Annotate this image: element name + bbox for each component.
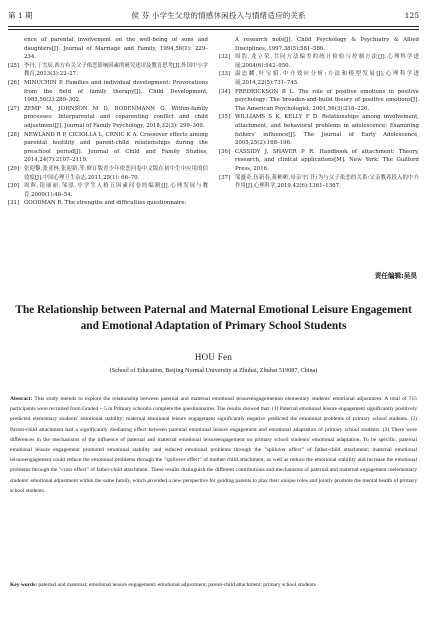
reference-entry	[219, 113, 419, 147]
responsible-editor: 责任编辑:吴昊	[374, 272, 417, 280]
reference-number: [28]	[8, 131, 20, 138]
keywords	[10, 580, 417, 590]
article-title: The Relationship between Paternal and Maternal Emotional Leisure Engagement and Emotional Adaptation of Primary School Students	[15, 304, 412, 332]
reference-number: [29]	[8, 165, 20, 172]
reference-column-left	[8, 36, 208, 268]
keywords-text: paternal and maternal; emotional leisure engagement; emotional adjustment; parent-child attachment; primary school students	[38, 582, 316, 588]
reference-entry	[8, 165, 208, 182]
reference-text: ZEMP M, JOHNSON M D, BODENMANN G. Within-family processes: Interparental and coparenting conflict and child adjustment[J]. Journal of Family Psychology, 2018,32(3): 299–309.	[24, 105, 208, 129]
reference-text: GOODMAN R. The strengths and difficulties questionnaire:	[24, 200, 187, 207]
issue-label: 第 1 期	[8, 10, 33, 20]
reference-number: [37]	[219, 174, 231, 181]
reference-entry	[8, 79, 208, 105]
reference-entry	[8, 36, 208, 62]
reference-text: A research note[J]. Child Psychology & Psychiatry & Allied Disciplines, 1997,38(5):581–586.	[235, 37, 419, 52]
reference-number: [25]	[8, 62, 20, 69]
reference-number: [31]	[8, 200, 20, 207]
reference-number: [27]	[8, 105, 20, 112]
header-rule-thick	[8, 26, 419, 27]
reference-entry	[8, 105, 208, 131]
reference-entry	[8, 62, 208, 79]
reference-number: [34]	[219, 88, 231, 95]
reference-text: 周浩,龙立荣.共同方法偏差的统计检验与控制方法[J].心理科学进展,2004(6):942–950.	[235, 54, 419, 69]
reference-number: [36]	[219, 148, 231, 155]
abstract	[10, 394, 417, 496]
reference-entry	[219, 174, 419, 191]
reference-entry	[219, 88, 419, 114]
author-name: HOU Fen	[194, 352, 233, 362]
reference-number: [33]	[219, 71, 231, 78]
reference-text: ence of parental involvement on the well-being of sons and daughters[J]. Journal of Marriage and Family, 1994,56(1): 229–234.	[24, 37, 208, 61]
reference-text: 周晖,钮丽丽,邹泓.中学生人格五因素问卷的编制[J].心理发展与教育,2000(1):48–54.	[24, 183, 208, 198]
running-title: 侯 芬 小学生父母的情感休闲投入与情绪适应的关系	[131, 10, 306, 20]
reference-column-right	[219, 36, 419, 268]
reference-entry	[219, 36, 419, 53]
reference-number: [35]	[219, 114, 231, 121]
reference-entry	[8, 131, 208, 165]
reference-number: [32]	[219, 54, 231, 61]
reference-text: NEWLAND R P, CICIOLLA L, CRNIC K A. Crossover effects among parental hostility and parent-child relationships during the preschool period[J]. Journal of Child and Family Studies, 2014,24(7):2107–2119.	[24, 131, 208, 164]
reference-text: MINUCHIN P. Families and individual development: Provocations from the field of family therapy[J]. Child Development, 1985,56(2):289–302.	[24, 79, 208, 104]
reference-text: WILLIAMS S K, KELLY F D. Relationships among involvement, attachment, and behavioral problems in adolescence: Examining fathers' influence[J]. The Journal of Early Adolescence, 2005,25(2):168–196.	[235, 114, 419, 147]
reference-text: 李丹,丁雪辰.西方有关父子依恋影响因素的研究述评及教育思考[J].外国中小学教育,2013(3):22–27.	[24, 62, 209, 78]
reference-entry	[8, 182, 208, 199]
reference-entry	[219, 70, 419, 87]
abstract-text: This study intends to explore the relationship between paternal and maternal emotional leisureengagementon elementary students' emotional adjustment. A total of 715 participants were recruited from Grade4 ~ 5 in Primary schoolto complete the questionnaires. The results showed that: (1) Paternal emotional leisure engagement significantly positively predicted elementary students' emotional stability; maternal emotional leisure engagement significantly negative predicted the emotional problems of primary school students. (2) Parent-child attachment had a significantly mediating effect between parental emotional leisure engagement and emotional adaptation of primary school students. (3) There were differences in the mechanisms of the influence of paternal and maternal emotional leisureengagement on primary school students' emotional adaptation. To be specific, paternal emotional leisure engagement promoted emotional stability and reduced emotional problems through the "spillover effect" of father-child attachment; maternal emotional leisureengagement could reduce the emotional problems through the "spillover effect" of mother-child attachment, as well as reduce the emotional stability and increase the emotional problems through the "cross effect" of father-child attachment. These results distinguish the different contributions and mechanisms of paternal and maternal engagement toelementary students' emotional adjustment within the same family, which provided a new perspective for guiding parents to play their unique roles and jointly promote the mental health of primary school students.	[10, 396, 418, 494]
reference-text: CASSIDY J, SHAVER P R. Handbook of attachment: Theory, research, and clinical applications[M]. New York: The Guilford Press, 2016.	[235, 148, 419, 172]
reference-text: 邹盛奇,伍新春,蒋彬彬,母亲守门行为与父子依恋的关系:父亲教养投入的中介作用[J].心理科学,2019,42(6):1361–1367.	[235, 174, 419, 190]
keywords-label: Key words:	[10, 582, 38, 588]
reference-entry	[219, 148, 419, 174]
running-header	[8, 8, 419, 22]
reference-list	[8, 36, 419, 268]
abstract-label: Abstract:	[10, 396, 33, 402]
reference-number: [26]	[8, 79, 20, 86]
reference-text: FREDRICKSON B L. The role of positive emotions in positive psychology: The broaden-and-build theory of positive emotions[J]. The American Psychologist, 2001,56(3):218–226.	[235, 88, 419, 112]
reference-text: 温忠麟,叶宝娟.中介效应分析:方法和模型发展[J].心理科学进展,2014,22(5):731–745.	[235, 71, 419, 86]
reference-text: 张迎黎,张亚林,张迎新,等.修订版青少年依恋问卷中文版在初中生中应用的信效度[J].中国心理卫生杂志,2011,25(1): 66–70.	[24, 165, 208, 181]
author-affiliation: (School of Education, Beijing Normal University at Zhuhai, Zhuhai 519087, China)	[109, 367, 318, 374]
page-number: 125	[404, 10, 419, 20]
header-rule-thin	[8, 29, 419, 30]
reference-entry	[219, 53, 419, 70]
reference-entry	[8, 199, 208, 208]
reference-number: [30]	[8, 183, 20, 190]
